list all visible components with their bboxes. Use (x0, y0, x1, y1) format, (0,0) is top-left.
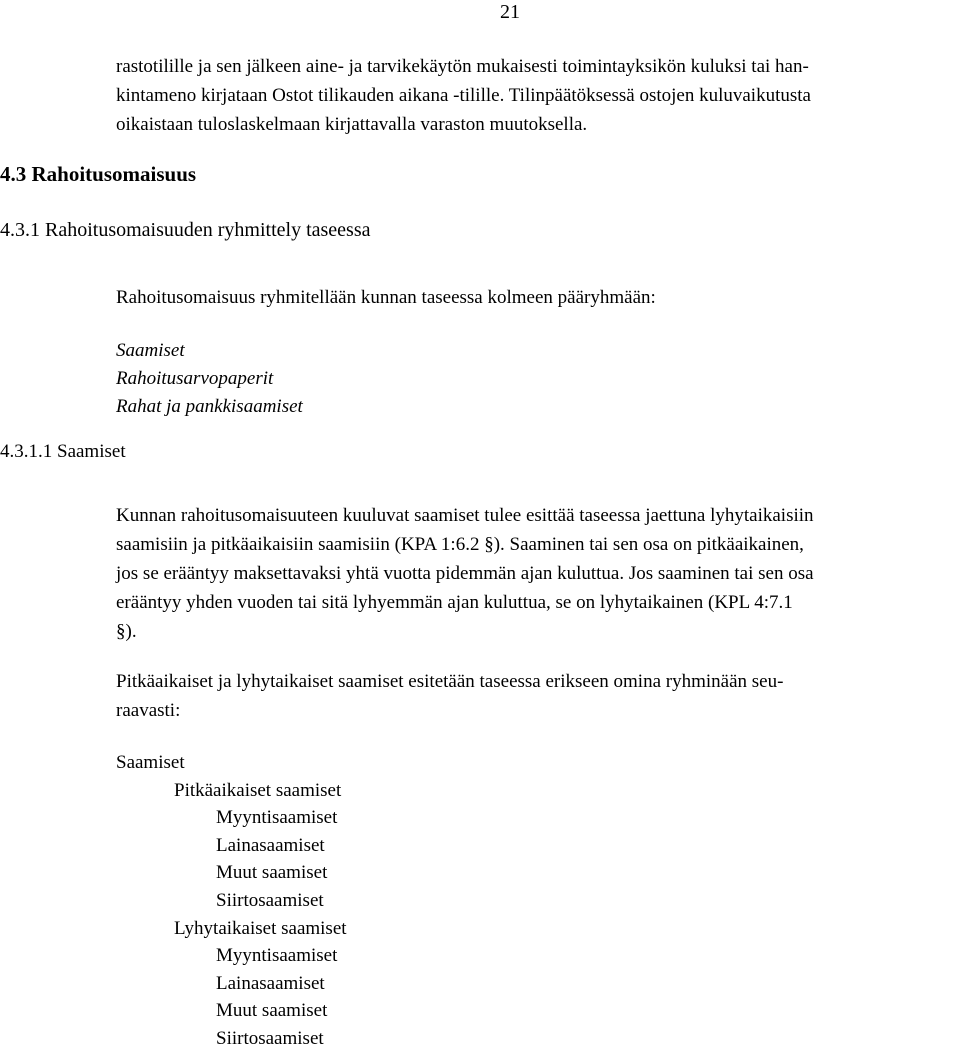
text-line: Rahoitusomaisuus ryhmitellään kunnan taseessa kolmeen pääryhmään: (116, 287, 656, 308)
saamiset-paragraph (116, 501, 958, 646)
text-line: raavasti: (116, 700, 181, 721)
page-number: 21 (500, 1, 520, 23)
tree-group-label: Lyhytaikaiset saamiset (174, 917, 347, 939)
tree-item: Muut saamiset (216, 1000, 328, 1022)
text-line: erääntyy yhden vuoden tai sitä lyhyemmän ajan kuluttua, se on lyhytaikainen (KPL 4:7.1 (116, 592, 793, 613)
text-line: oikaistaan tuloslaskelmaan kirjattavalla varaston muutoksella. (116, 114, 588, 135)
tree-item: Myyntisaamiset (216, 807, 338, 829)
list-item: Saamiset (116, 340, 185, 361)
text-line: Kunnan rahoitusomaisuuteen kuuluvat saamiset tulee esittää taseessa jaettuna lyhytaikaisiin (116, 505, 814, 526)
tree-group-label: Pitkäaikaiset saamiset (174, 779, 342, 801)
tree-item: Myyntisaamiset (216, 945, 338, 967)
section-heading: 4.3 Rahoitusomaisuus (0, 162, 197, 186)
list-item: Rahat ja pankkisaamiset (116, 396, 303, 417)
main-groups-list (116, 337, 303, 421)
tree-item: Siirtosaamiset (216, 1027, 324, 1049)
list-item: Rahoitusarvopaperit (116, 368, 274, 389)
tree-item: Lainasaamiset (216, 972, 325, 994)
receivables-tree (116, 749, 347, 1053)
intro-paragraph (116, 52, 958, 139)
text-line: kintameno kirjataan Ostot tilikauden aikana -tilille. Tilinpäätöksessä ostojen kuluvaikutusta (116, 85, 811, 106)
grouping-intro (116, 283, 958, 312)
subsection-heading: 4.3.1 Rahoitusomaisuuden ryhmittely taseessa (0, 219, 371, 241)
subsubsection-heading: 4.3.1.1 Saamiset (0, 441, 126, 462)
tree-item: Lainasaamiset (216, 834, 325, 856)
text-line: saamisiin ja pitkäaikaisiin saamisiin (KPA 1:6.2 §). Saaminen tai sen osa on pitkäaikainen, (116, 534, 804, 555)
text-line: Pitkäaikaiset ja lyhytaikaiset saamiset esitetään taseessa erikseen omina ryhminään seu- (116, 671, 784, 692)
tree-item: Siirtosaamiset (216, 889, 324, 911)
text-line: rastotilille ja sen jälkeen aine- ja tarvikekäytön mukaisesti toimintayksikön kuluksi tai han- (116, 56, 809, 77)
text-line: §). (116, 621, 137, 642)
presentation-paragraph (116, 667, 958, 725)
tree-root: Saamiset (116, 752, 185, 773)
text-line: jos se erääntyy maksettavaksi yhtä vuotta pidemmän ajan kuluttua. Jos saaminen tai sen osa (116, 563, 814, 584)
tree-item: Muut saamiset (216, 862, 328, 884)
